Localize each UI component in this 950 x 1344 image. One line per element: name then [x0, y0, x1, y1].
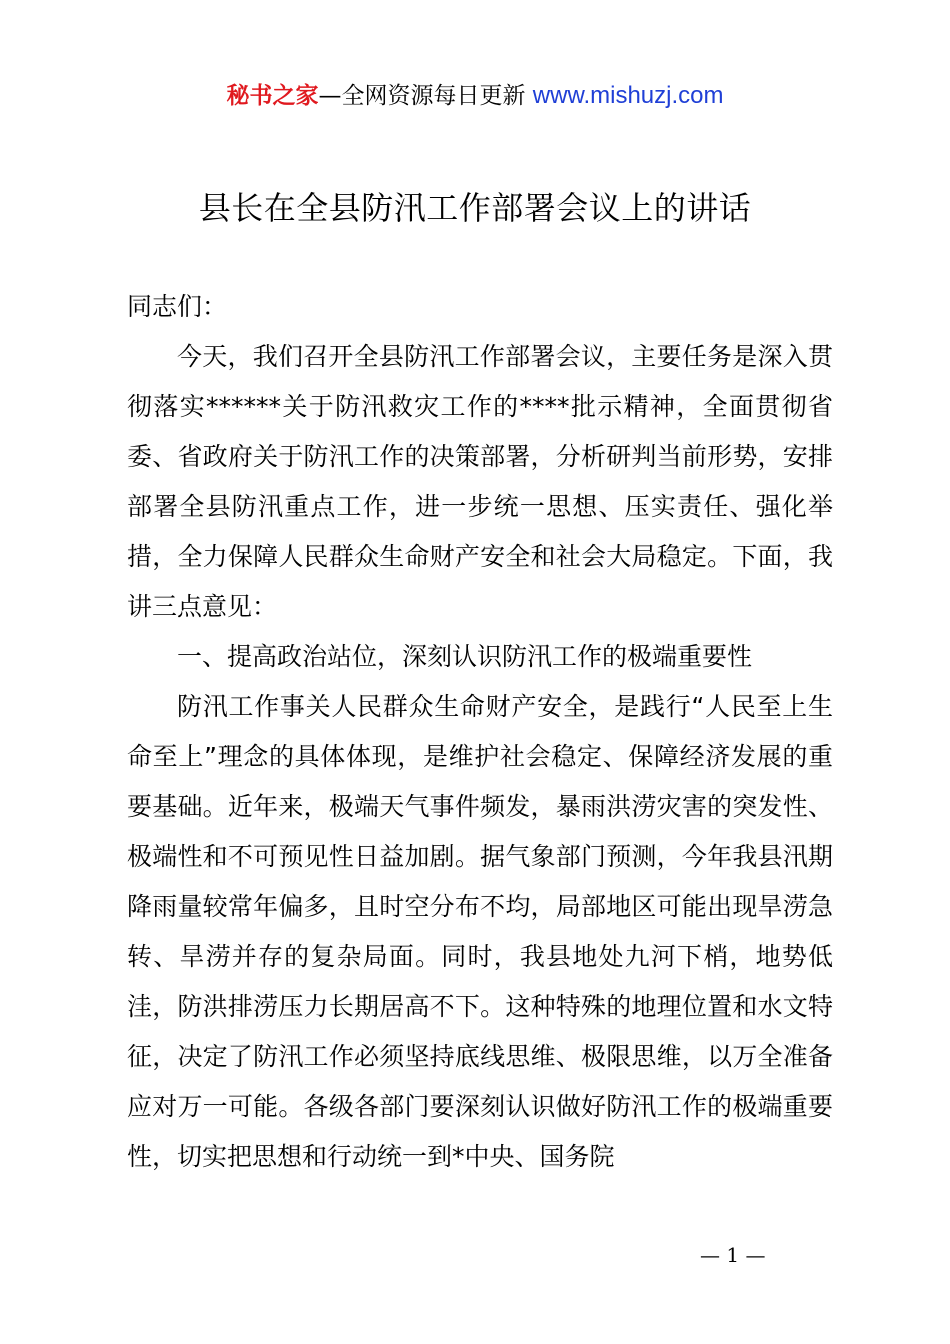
paragraph-intro: 今天，我们召开全县防汛工作部署会议，主要任务是深入贯彻落实******关于防汛救灾工作的****批示精神，全面贯彻省委、省政府关于防汛工作的决策部署，分析研判当前形势，安排部署全县防汛重点工作，进一步统一思想、压实责任、强化举措，全力保障人民群众生命财产安全和社会大局稳定。下面，我讲三点意见：	[127, 342, 833, 621]
section-heading-1: 一、提高政治站位，深刻认识防汛工作的极端重要性	[177, 642, 753, 671]
paragraph-section-1: 防汛工作事关人民群众生命财产安全，是践行“人民至上生命至上”理念的具体体现，是维护社会稳定、保障经济发展的重要基础。近年来，极端天气事件频发，暴雨洪涝灾害的突发性、极端性和不可预见性日益加剧。据气象部门预测，今年我县汛期降雨量较常年偏多，且时空分布不均，局部地区可能出现旱涝急转、旱涝并存的复杂局面。同时，我县地处九河下梢，地势低洼，防洪排涝压力长期居高不下。这种特殊的地理位置和水文特征，决定了防汛工作必须坚持底线思维、极限思维，以万全准备应对万一可能。各级各部门要深刻认识做好防汛工作的极端重要性，切实把思想和行动统一到*中央、国务院	[127, 692, 833, 1171]
header-tagline: —全网资源每日更新	[318, 83, 526, 109]
site-url-link[interactable]: www.mishuzj.com	[532, 82, 724, 109]
brand-name: 秘书之家	[226, 83, 319, 109]
salutation: 同志们：	[127, 292, 228, 321]
document-title: 县长在全县防汛工作部署会议上的讲话	[198, 189, 752, 227]
site-header	[0, 80, 950, 112]
page-number: — 1 —	[700, 1243, 766, 1267]
document-body	[127, 282, 833, 1182]
